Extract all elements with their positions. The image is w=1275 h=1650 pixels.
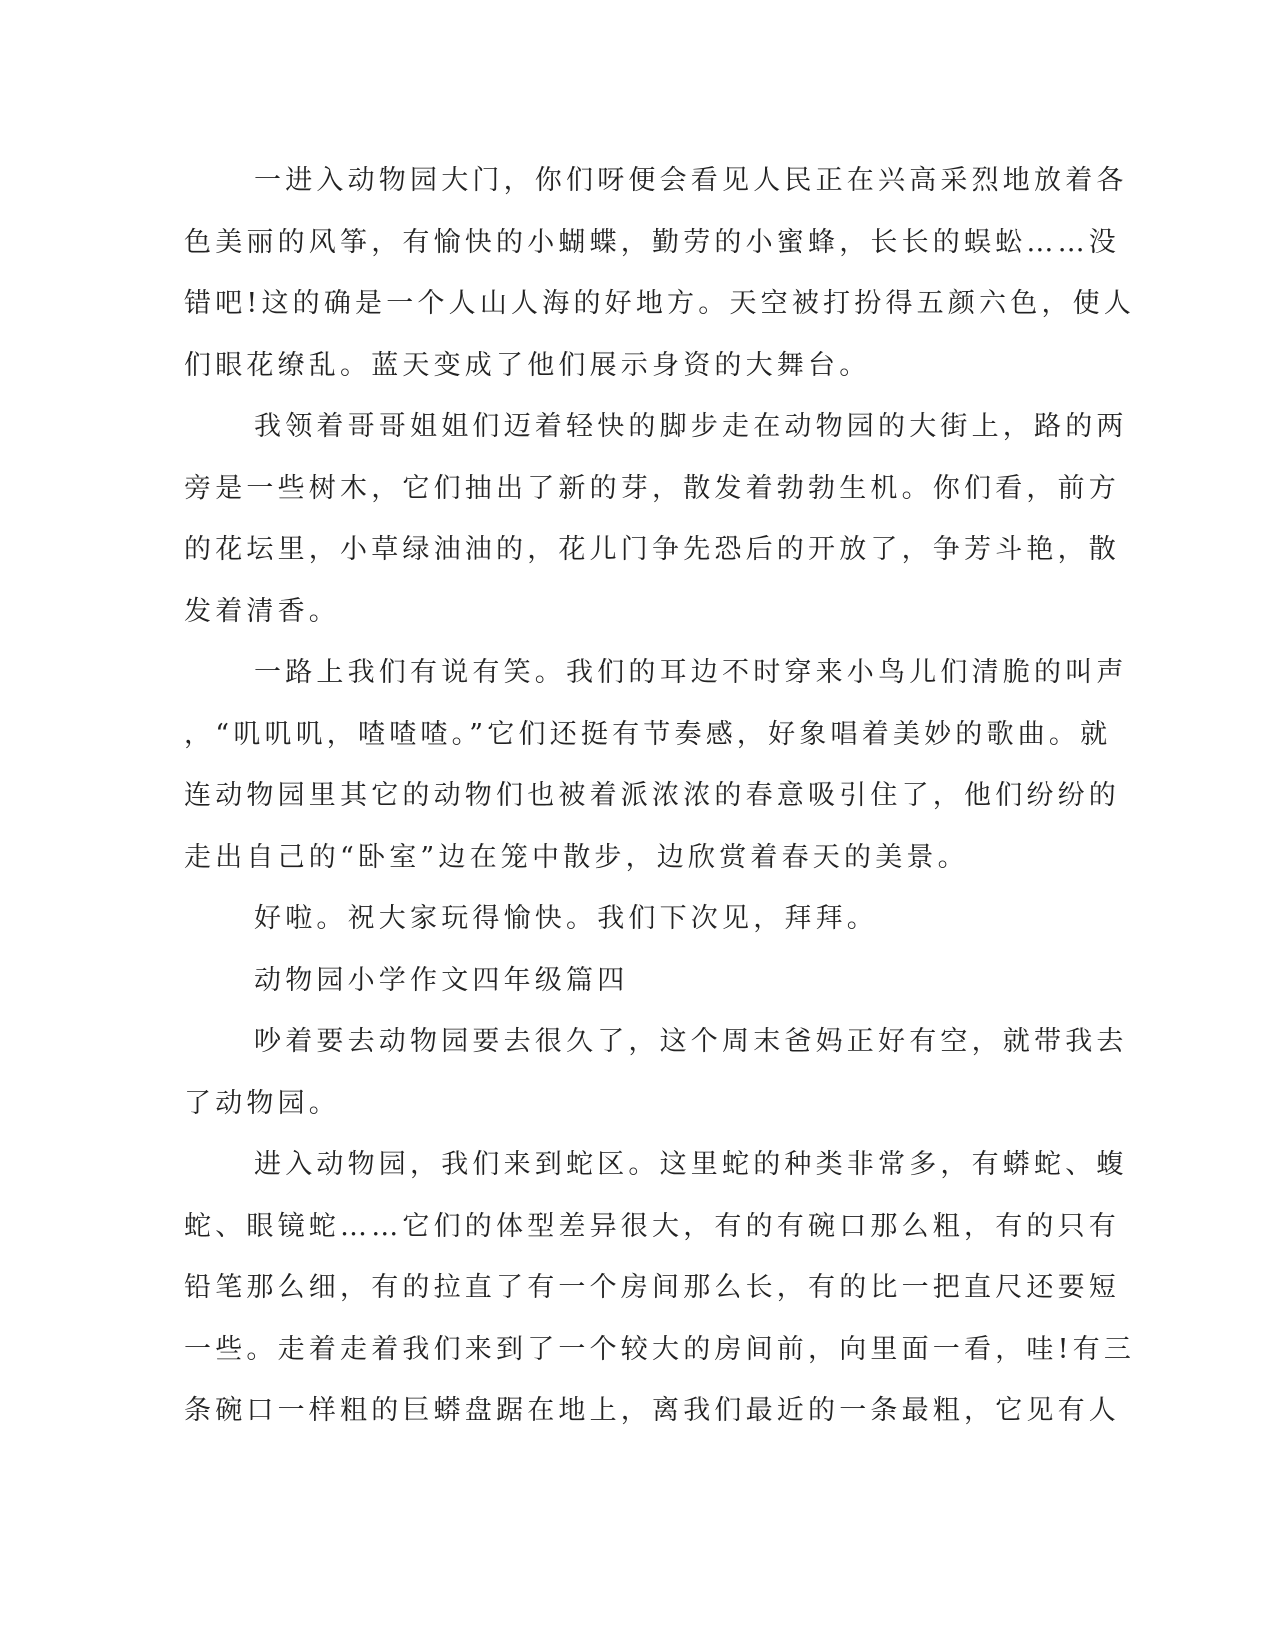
text-line: 的花坛里，小草绿油油的，花儿门争先恐后的开放了，争芳斗艳，散 (184, 534, 1120, 565)
text-line: ，“叽叽叽，喳喳喳。”它们还挺有节奏感，好象唱着美妙的歌曲。就 (184, 718, 1112, 750)
paragraph-4 (184, 888, 1076, 950)
text-line: 们眼花缭乱。蓝天变成了他们展示身资的大舞台。 (184, 349, 871, 381)
heading-text: 动物园小学作文四年级篇四 (254, 964, 629, 996)
text-line: 我领着哥哥姐姐们迈着轻快的脚步走在动物园的大街上，路的两 (254, 411, 1128, 442)
text-line: 进入动物园，我们来到蛇区。这里蛇的种类非常多，有蟒蛇、蝮 (254, 1149, 1128, 1180)
section-heading (184, 950, 1076, 1012)
text-line: 吵着要去动物园要去很久了，这个周末爸妈正好有空，就带我去 (254, 1026, 1128, 1057)
text-line: 一进入动物园大门，你们呀便会看见人民正在兴高采烈地放着各 (254, 165, 1128, 196)
text-line: 好啦。祝大家玩得愉快。我们下次见，拜拜。 (254, 903, 878, 934)
paragraph-3 (184, 642, 1128, 888)
text-line: 走出自己的“卧室”边在笼中散步，边欣赏着春天的美景。 (184, 841, 969, 873)
paragraph-1 (184, 150, 1136, 396)
text-line: 一些。走着走着我们来到了一个较大的房间前，向里面一看，哇!有三 (184, 1333, 1136, 1365)
text-line: 色美丽的风筝，有愉快的小蝴蝶，勤劳的小蜜蜂，长长的蜈蚣……没 (184, 226, 1120, 258)
document-page (184, 150, 1136, 1442)
paragraph-2 (184, 396, 1128, 642)
text-line: 连动物园里其它的动物们也被着派浓浓的春意吸引住了，他们纷纷的 (184, 780, 1120, 811)
text-line: 蛇、眼镜蛇……它们的体型差异很大，有的有碗口那么粗，有的只有 (184, 1210, 1120, 1242)
text-line: 条碗口一样粗的巨蟒盘踞在地上，离我们最近的一条最粗，它见有人 (184, 1395, 1120, 1426)
paragraph-7 (184, 1134, 1136, 1442)
text-line: 发着清香。 (184, 595, 340, 627)
paragraph-6 (184, 1011, 1128, 1134)
text-line: 旁是一些树木，它们抽出了新的芽，散发着勃勃生机。你们看，前方 (184, 472, 1120, 504)
text-line: 铅笔那么细，有的拉直了有一个房间那么长，有的比一把直尺还要短 (184, 1272, 1120, 1303)
text-line: 了动物园。 (184, 1087, 340, 1119)
text-line: 一路上我们有说有笑。我们的耳边不时穿来小鸟儿们清脆的叫声 (254, 657, 1128, 688)
text-line: 错吧!这的确是一个人山人海的好地方。天空被打扮得五颜六色，使人 (184, 288, 1136, 319)
